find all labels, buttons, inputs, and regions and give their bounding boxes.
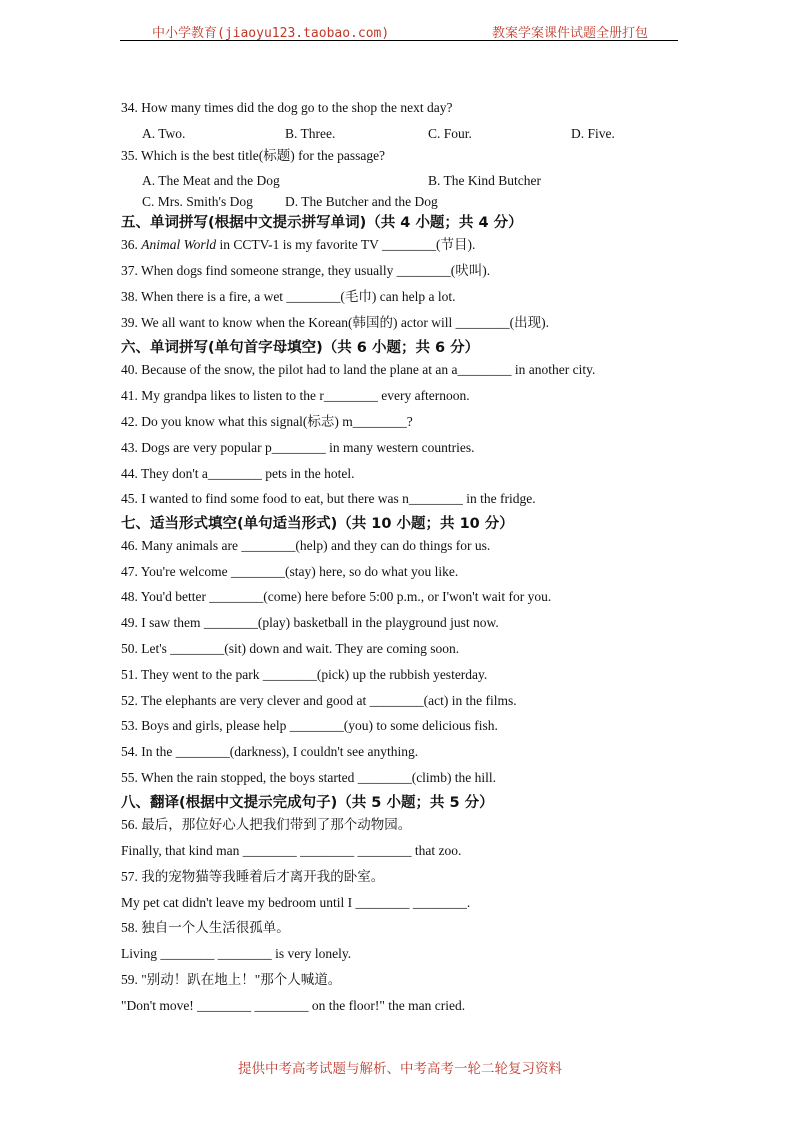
question-38: 38. When there is a fire, a wet ________(毛巾) can help a lot. <box>121 289 456 304</box>
question-41: 41. My grandpa likes to listen to the r________ every afternoon. <box>121 388 470 403</box>
question-58-answer: Living ________ ________ is very lonely. <box>121 946 352 961</box>
question-55: 55. When the rain stopped, the boys started ________(climb) the hill. <box>121 770 497 785</box>
q35-option-c: C. Mrs. Smith's Dog <box>142 194 253 209</box>
page-header <box>120 22 678 41</box>
section-6-heading: 六、单词拼写(单句首字母填空)（共 6 小题；共 6 分） <box>121 340 480 356</box>
question-34: 34. How many times did the dog go to the shop the next day? <box>121 100 453 115</box>
question-57-answer: My pet cat didn't leave my bedroom until I ________ ________. <box>121 895 471 910</box>
question-52: 52. The elephants are very clever and good at ________(act) in the films. <box>121 693 517 708</box>
question-35: 35. Which is the best title(标题) for the passage? <box>121 148 386 163</box>
q34-option-b: B. Three. <box>285 126 336 141</box>
q34-option-c: C. Four. <box>428 126 472 141</box>
q34-option-a: A. Two. <box>142 126 186 141</box>
question-59-prompt: 59. "别动！趴在地上！"那个人喊道。 <box>121 972 342 987</box>
question-43: 43. Dogs are very popular p________ in many western countries. <box>121 440 475 455</box>
question-59-answer: "Don't move! ________ ________ on the floor!" the man cried. <box>121 998 466 1013</box>
section-5-heading: 五、单词拼写(根据中文提示拼写单词)（共 4 小题；共 4 分） <box>121 215 523 231</box>
question-44: 44. They don't a________ pets in the hotel. <box>121 466 355 481</box>
question-42: 42. Do you know what this signal(标志) m________? <box>121 414 413 429</box>
question-54: 54. In the ________(darkness), I couldn't see anything. <box>121 744 419 759</box>
question-57-prompt: 57. 我的宠物猫等我睡着后才离开我的卧室。 <box>121 869 385 884</box>
question-49: 49. I saw them ________(play) basketball in the playground just now. <box>121 615 499 630</box>
header-right: 教案学案课件试题全册打包 <box>491 26 648 41</box>
question-50: 50. Let's ________(sit) down and wait. They are coming soon. <box>121 641 460 656</box>
question-47: 47. You're welcome ________(stay) here, so do what you like. <box>121 564 459 579</box>
question-46: 46. Many animals are ________(help) and they can do things for us. <box>121 538 491 553</box>
question-51: 51. They went to the park ________(pick) up the rubbish yesterday. <box>121 667 488 682</box>
question-40: 40. Because of the snow, the pilot had to land the plane at an a________ in another city. <box>121 362 596 377</box>
question-39: 39. We all want to know when the Korean(韩国的) actor will ________(出现). <box>121 315 549 330</box>
q34-option-d: D. Five. <box>571 126 615 141</box>
page-footer: 提供中考高考试题与解析、中考高考一轮二轮复习资料 <box>238 1061 562 1077</box>
question-58-prompt: 58. 独自一个人生活很孤单。 <box>121 920 290 935</box>
question-56-answer: Finally, that kind man ________ ________ ________ that zoo. <box>121 843 462 858</box>
q35-option-b: B. The Kind Butcher <box>428 173 541 188</box>
question-48: 48. You'd better ________(come) here before 5:00 p.m., or I'won't wait for you. <box>121 589 552 604</box>
q35-option-d: D. The Butcher and the Dog <box>285 194 438 209</box>
q35-option-a: A. The Meat and the Dog <box>142 173 280 188</box>
question-53: 53. Boys and girls, please help ________(you) to some delicious fish. <box>121 718 498 733</box>
header-left: 中小学教育(jiaoyu123.taobao.com) <box>152 26 390 41</box>
question-37: 37. When dogs find someone strange, they usually ________(吠叫). <box>121 263 491 278</box>
question-36: 36. Animal World in CCTV-1 is my favorite TV ________(节目). <box>121 237 476 252</box>
question-45: 45. I wanted to find some food to eat, but there was n________ in the fridge. <box>121 491 536 506</box>
question-56-prompt: 56. 最后，那位好心人把我们带到了那个动物园。 <box>121 817 412 832</box>
section-8-heading: 八、翻译(根据中文提示完成句子)（共 5 小题；共 5 分） <box>121 795 494 811</box>
section-7-heading: 七、适当形式填空(单句适当形式)（共 10 小题；共 10 分） <box>121 516 514 532</box>
